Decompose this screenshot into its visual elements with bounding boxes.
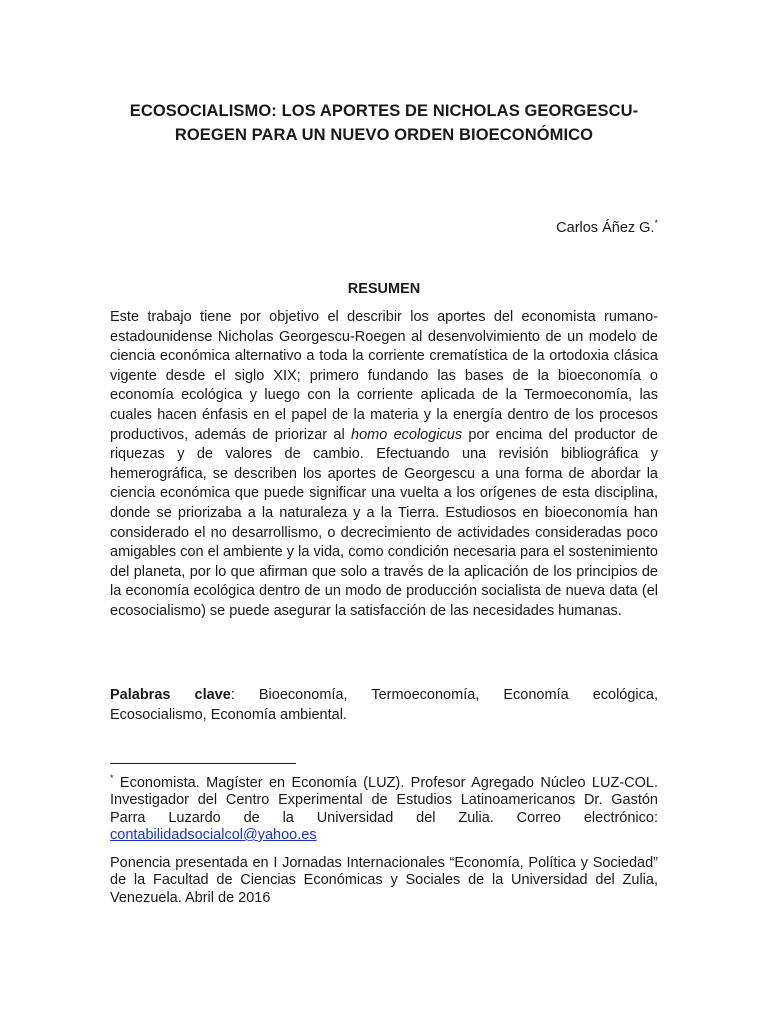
paper-title: ECOSOCIALISMO: LOS APORTES DE NICHOLAS GEORGESCU-ROEGEN PARA UN NUEVO ORDEN BIOECONÓMICO <box>129 102 639 144</box>
author-footnote <box>110 770 658 844</box>
footnote-separator <box>110 763 296 764</box>
keywords-label: Palabras clave <box>110 687 231 703</box>
keywords-list: : Bioeconomía, Termoeconomía, Economía ecológica, Ecosocialismo, Economía ambiental. <box>110 687 658 723</box>
abstract-heading: RESUMEN <box>347 281 421 297</box>
abstract-text-part1: Este trabajo tiene por objetivo el describir los aportes del economista rumano-estadounidense Nicholas Georgescu-Roegen al desenvolvimiento de un modelo de ciencia económica alternativo a toda la corriente crematística de la ortodoxia clásica vigente desde el siglo XIX; primero fundando las bases de la bioeconomía o economía ecológica y luego con la corriente aplicada de la Termoeconomía, las cuales hacen énfasis en el papel de la materia y la energía dentro de los procesos productivos, además de priorizar al <box>110 309 658 443</box>
author-line <box>556 218 658 236</box>
keywords-paragraph <box>110 686 658 725</box>
abstract-italic-term: homo ecologicus <box>351 426 463 443</box>
email-link[interactable]: contabilidadsocialcol@yahoo.es <box>110 826 317 843</box>
footnote-mark: * <box>110 773 114 783</box>
abstract-text-part2: por encima del productor de riquezas y de valores de cambio. Efectuando una revisión bibliográfica y hemerográfica, se describen los aportes de Georgescu a una forma de abordar la ciencia económica que puede significar una vuelta a los orígenes de esta disciplina, donde se priorizaba a la naturaleza y a la Tierra. Estudiosos en bioeconomía han considerado el no desarrollismo, o decrecimiento de actividades consideradas poco amigables con el ambiente y la vida, como condición necesaria para el sostenimiento del planeta, por lo que afirman que solo a través de la aplicación de los principios de la economía ecológica dentro de un modo de producción socialista de nueva data (el ecosocialismo) se puede asegurar la satisfacción de las necesidades humanas. <box>110 426 658 619</box>
author-name: Carlos Áñez G. <box>556 220 655 236</box>
abstract-paragraph <box>110 308 658 622</box>
presentation-note: Ponencia presentada en I Jornadas Internacionales “Economía, Política y Sociedad” de la Facultad de Ciencias Económicas y Sociales de la Universidad del Zulia, Venezuela. Abril de 2016 <box>110 855 658 906</box>
footnote-text: Economista. Magíster en Economía (LUZ). Profesor Agregado Núcleo LUZ-COL. Investigador del Centro Experimental de Estudios Latinoamericanos Dr. Gastón Parra Luzardo de la Universidad del Zulia. Correo electrónico: <box>110 775 658 826</box>
author-footnote-mark: * <box>654 218 658 228</box>
